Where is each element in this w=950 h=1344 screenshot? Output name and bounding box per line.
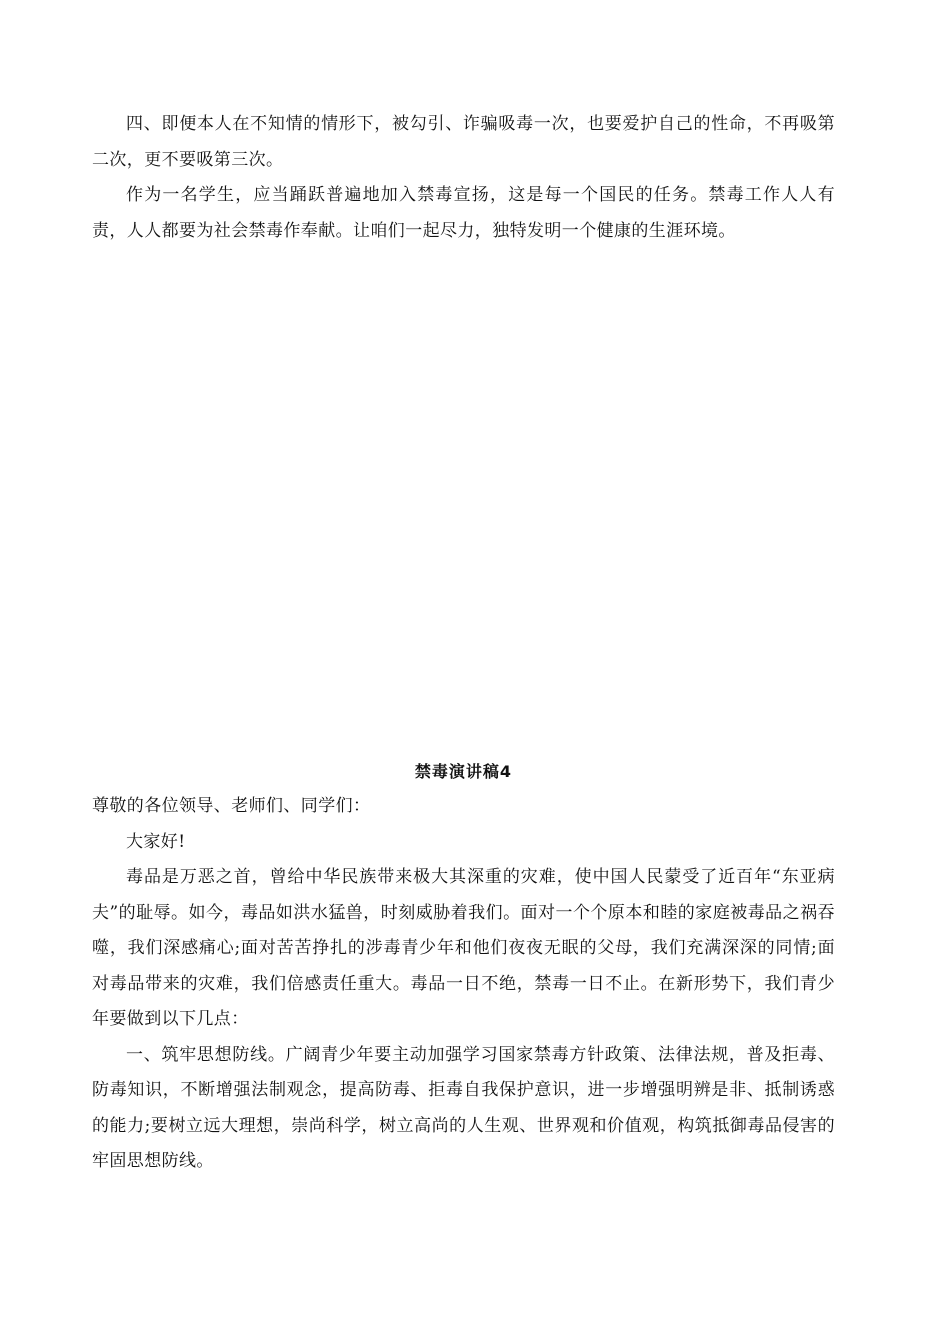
speech-title: 禁毒演讲稿4 [414, 762, 513, 781]
paragraph-drugs-evil: 毒品是万恶之首，曾给中华民族带来极大其深重的灾难，使中国人民蒙受了近百年“东亚病夫”的耻辱。如今，毒品如洪水猛兽，时刻威胁着我们。面对一个个原本和睦的家庭被毒品之祸吞噬，我们深感痛心;面对苦苦挣扎的涉毒青少年和他们夜夜无眠的父母，我们充满深深的同情;面对毒品带来的灾难，我们倍感责任重大。毒品一日不绝，禁毒一日不止。在新形势下，我们青少年要做到以下几点： [92, 867, 835, 1029]
paragraph-four: 四、即便本人在不知情的情形下，被勾引、诈骗吸毒一次，也要爱护自己的性命，不再吸第二次，更不要吸第三次。 [92, 114, 835, 170]
paragraph-student-duty: 作为一名学生，应当踊跃普遍地加入禁毒宣扬，这是每一个国民的任务。禁毒工作人人有责，人人都要为社会禁毒作奉献。让咱们一起尽力，独特发明一个健康的生涯环境。 [92, 185, 835, 241]
speech-body [92, 789, 835, 1180]
greeting: 大家好! [126, 831, 186, 852]
salutation: 尊敬的各位领导、老师们、同学们： [92, 796, 371, 816]
paragraph-point-one: 一、筑牢思想防线。广阔青少年要主动加强学习国家禁毒方针政策、法律法规，普及拒毒、防毒知识，不断增强法制观念，提高防毒、拒毒自我保护意识，进一步增强明辨是非、抵制诱惑的能力;要树立远大理想，崇尚科学，树立高尚的人生观、世界观和价值观，构筑抵御毒品侵害的牢固思想防线。 [92, 1044, 835, 1171]
top-text-block [92, 107, 835, 249]
